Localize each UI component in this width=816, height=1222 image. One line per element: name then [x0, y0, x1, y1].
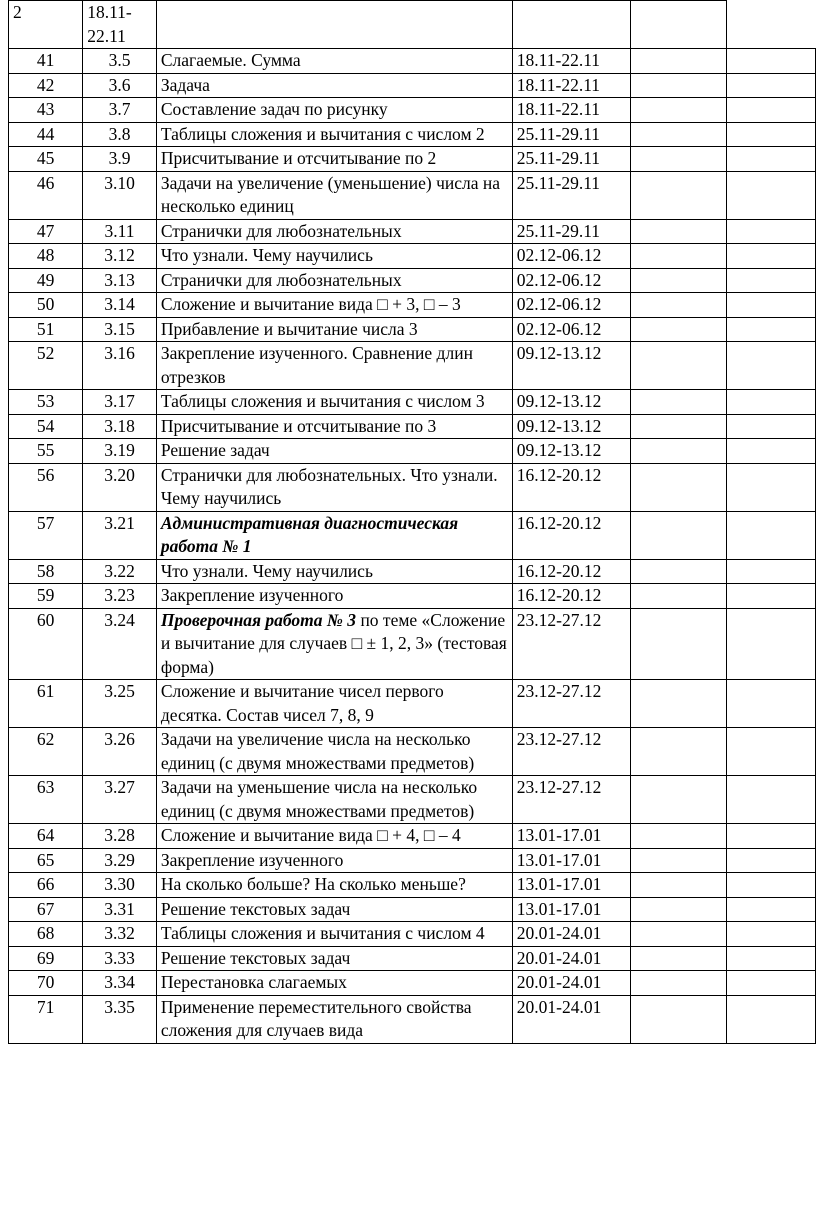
empty-cell [727, 559, 816, 584]
table-row [9, 463, 816, 511]
empty-cell [630, 147, 727, 172]
lesson-date: 02.12-06.12 [512, 293, 630, 318]
empty-cell [630, 559, 727, 584]
lesson-plan-table [8, 0, 816, 1044]
section-number: 3.17 [83, 390, 157, 415]
empty-cell [727, 946, 816, 971]
lesson-number: 62 [9, 728, 83, 776]
lesson-number: 2 [9, 1, 83, 49]
lesson-topic-text: Применение переместительного свойства сложения для случаев вида [160, 996, 472, 1040]
empty-cell [630, 317, 727, 342]
lesson-topic-text: Задачи на увеличение числа на несколько единиц (с двумя множествами предметов) [160, 729, 475, 773]
lesson-topic [156, 463, 512, 511]
table-row [9, 848, 816, 873]
table-row [9, 219, 816, 244]
section-number: 3.27 [83, 776, 157, 824]
lesson-number: 56 [9, 463, 83, 511]
empty-cell [630, 414, 727, 439]
empty-cell [630, 122, 727, 147]
empty-cell [630, 73, 727, 98]
lesson-topic-emphasis: Административная диагностическая работа № 1 [160, 512, 459, 556]
section-number: 3.7 [83, 98, 157, 123]
lesson-date: 13.01-17.01 [512, 897, 630, 922]
table-row [9, 244, 816, 269]
lesson-topic [156, 971, 512, 996]
lesson-date: 25.11-29.11 [512, 171, 630, 219]
lesson-topic-text: Закрепление изученного [160, 585, 344, 605]
lesson-number: 68 [9, 922, 83, 947]
table-row [9, 680, 816, 728]
empty-cell [727, 680, 816, 728]
section-number: 3.25 [83, 680, 157, 728]
lesson-topic [156, 559, 512, 584]
section-number: 3.15 [83, 317, 157, 342]
empty-cell [727, 147, 816, 172]
lesson-topic [156, 293, 512, 318]
lesson-topic [156, 680, 512, 728]
empty-cell [727, 171, 816, 219]
lesson-number: 60 [9, 608, 83, 680]
empty-cell [727, 995, 816, 1043]
lesson-topic [156, 98, 512, 123]
lesson-topic-text: Закрепление изученного. Сравнение длин отрезков [160, 343, 473, 387]
lesson-topic-text: Таблицы сложения и вычитания с числом 4 [160, 923, 485, 943]
lesson-topic [156, 122, 512, 147]
lesson-topic-text: Сложение и вычитание чисел первого десятка. Состав чисел 7, 8, 9 [160, 681, 444, 725]
lesson-date: 20.01-24.01 [512, 946, 630, 971]
empty-cell [630, 922, 727, 947]
table-row [9, 268, 816, 293]
table-row [9, 147, 816, 172]
lesson-topic [156, 824, 512, 849]
section-number: 3.20 [83, 463, 157, 511]
lesson-plan-body [9, 1, 816, 1044]
table-row [9, 317, 816, 342]
section-number: 3.16 [83, 342, 157, 390]
lesson-topic [156, 342, 512, 390]
section-number: 3.14 [83, 293, 157, 318]
empty-cell [727, 584, 816, 609]
table-row [9, 1, 816, 49]
table-row [9, 728, 816, 776]
lesson-topic-text: Прибавление и вычитание числа 3 [160, 318, 418, 339]
empty-cell [727, 463, 816, 511]
lesson-date: 02.12-06.12 [512, 317, 630, 342]
empty-cell [630, 848, 727, 873]
lesson-number: 51 [9, 317, 83, 342]
empty-cell [727, 873, 816, 898]
lesson-date: 09.12-13.12 [512, 414, 630, 439]
empty-cell [630, 390, 727, 415]
empty-cell [727, 122, 816, 147]
lesson-number: 44 [9, 122, 83, 147]
empty-cell [630, 680, 727, 728]
empty-cell [630, 897, 727, 922]
lesson-topic-text: Странички для любознательных [160, 220, 402, 241]
table-row [9, 122, 816, 147]
empty-cell [630, 584, 727, 609]
lesson-topic [156, 873, 512, 898]
table-row [9, 49, 816, 74]
empty-cell [727, 244, 816, 269]
lesson-date: 09.12-13.12 [512, 390, 630, 415]
lesson-topic-text: Задачи на уменьшение числа на несколько единиц (с двумя множествами предметов) [160, 777, 478, 821]
empty-cell [630, 511, 727, 559]
empty-cell [727, 922, 816, 947]
lesson-topic-text: Задачи на увеличение (уменьшение) числа на несколько единиц [160, 172, 501, 216]
lesson-date: 20.01-24.01 [512, 995, 630, 1043]
lesson-topic-text: Таблицы сложения и вычитания с числом 3 [160, 391, 485, 411]
empty-cell [630, 946, 727, 971]
section-number: 3.34 [83, 971, 157, 996]
lesson-topic [156, 414, 512, 439]
lesson-number: 64 [9, 824, 83, 849]
lesson-date: 16.12-20.12 [512, 559, 630, 584]
lesson-date [512, 1, 630, 49]
lesson-number: 59 [9, 584, 83, 609]
empty-cell [630, 1, 727, 49]
section-number: 3.8 [83, 122, 157, 147]
lesson-topic [156, 317, 512, 342]
lesson-number: 43 [9, 98, 83, 123]
lesson-date: 02.12-06.12 [512, 244, 630, 269]
lesson-topic [156, 776, 512, 824]
lesson-topic-text: Решение текстовых задач [160, 898, 351, 919]
section-number: 3.28 [83, 824, 157, 849]
empty-cell [727, 73, 816, 98]
lesson-topic [156, 995, 512, 1043]
table-row [9, 584, 816, 609]
lesson-topic [156, 897, 512, 922]
lesson-topic [156, 73, 512, 98]
lesson-date: 16.12-20.12 [512, 511, 630, 559]
lesson-date: 25.11-29.11 [512, 147, 630, 172]
empty-cell [630, 995, 727, 1043]
section-number: 3.21 [83, 511, 157, 559]
section-number: 3.5 [83, 49, 157, 74]
empty-cell [727, 897, 816, 922]
section-number: 3.32 [83, 922, 157, 947]
lesson-number: 52 [9, 342, 83, 390]
empty-cell [727, 1, 816, 49]
lesson-date: 25.11-29.11 [512, 122, 630, 147]
empty-cell [630, 824, 727, 849]
empty-cell [630, 49, 727, 74]
empty-cell [630, 439, 727, 464]
lesson-topic [156, 584, 512, 609]
lesson-topic [156, 439, 512, 464]
lesson-number: 70 [9, 971, 83, 996]
table-row [9, 73, 816, 98]
lesson-number: 54 [9, 414, 83, 439]
lesson-date: 23.12-27.12 [512, 680, 630, 728]
lesson-number: 61 [9, 680, 83, 728]
lesson-topic [156, 268, 512, 293]
table-row [9, 824, 816, 849]
lesson-number: 48 [9, 244, 83, 269]
table-row [9, 414, 816, 439]
empty-cell [630, 608, 727, 680]
lesson-topic [156, 244, 512, 269]
section-number: 18.11-22.11 [83, 1, 157, 49]
lesson-topic-text: Сложение и вычитание вида □ + 3, □ – 3 [160, 294, 461, 314]
lesson-topic-text: Решение задач [160, 440, 270, 460]
section-number: 3.10 [83, 171, 157, 219]
section-number: 3.29 [83, 848, 157, 873]
empty-cell [630, 776, 727, 824]
lesson-topic [156, 728, 512, 776]
empty-cell [727, 342, 816, 390]
table-row [9, 511, 816, 559]
table-row [9, 897, 816, 922]
lesson-number: 41 [9, 49, 83, 74]
table-row [9, 971, 816, 996]
lesson-topic-text: Сложение и вычитание вида □ + 4, □ – 4 [160, 825, 461, 845]
lesson-topic-text: Странички для любознательных [160, 269, 402, 290]
lesson-number: 69 [9, 946, 83, 971]
empty-cell [727, 824, 816, 849]
lesson-date: 18.11-22.11 [512, 49, 630, 74]
lesson-topic-text: На сколько больше? На сколько меньше? [160, 874, 466, 894]
lesson-date: 13.01-17.01 [512, 873, 630, 898]
table-row [9, 995, 816, 1043]
lesson-number: 45 [9, 147, 83, 172]
lesson-number: 46 [9, 171, 83, 219]
table-row [9, 922, 816, 947]
empty-cell [727, 848, 816, 873]
lesson-number: 63 [9, 776, 83, 824]
empty-cell [727, 268, 816, 293]
table-row [9, 559, 816, 584]
lesson-date: 09.12-13.12 [512, 342, 630, 390]
section-number: 3.24 [83, 608, 157, 680]
empty-cell [630, 98, 727, 123]
lesson-topic-text: Что узнали. Чему научились [160, 560, 373, 581]
lesson-date: 23.12-27.12 [512, 776, 630, 824]
empty-cell [727, 390, 816, 415]
table-row [9, 293, 816, 318]
lesson-topic-text: Присчитывание и отсчитывание по 2 [160, 148, 437, 168]
table-row [9, 946, 816, 971]
lesson-topic-text: Задача [160, 74, 210, 95]
lesson-date: 16.12-20.12 [512, 463, 630, 511]
empty-cell [630, 244, 727, 269]
lesson-date: 02.12-06.12 [512, 268, 630, 293]
empty-cell [630, 219, 727, 244]
lesson-number: 71 [9, 995, 83, 1043]
lesson-topic-text: Решение текстовых задач [160, 947, 351, 968]
empty-cell [630, 293, 727, 318]
lesson-date: 13.01-17.01 [512, 824, 630, 849]
section-number: 3.23 [83, 584, 157, 609]
section-number: 3.18 [83, 414, 157, 439]
lesson-date: 18.11-22.11 [512, 98, 630, 123]
lesson-number: 67 [9, 897, 83, 922]
section-number: 3.6 [83, 73, 157, 98]
empty-cell [727, 293, 816, 318]
lesson-date: 09.12-13.12 [512, 439, 630, 464]
lesson-topic-emphasis: Проверочная работа № 3 [160, 609, 357, 630]
empty-cell [727, 439, 816, 464]
lesson-topic [156, 219, 512, 244]
table-row [9, 873, 816, 898]
empty-cell [727, 98, 816, 123]
lesson-topic [156, 49, 512, 74]
lesson-topic [156, 147, 512, 172]
empty-cell [630, 342, 727, 390]
lesson-number: 57 [9, 511, 83, 559]
lesson-topic-text: Перестановка слагаемых [160, 972, 347, 992]
table-row [9, 390, 816, 415]
empty-cell [630, 728, 727, 776]
empty-cell [630, 171, 727, 219]
empty-cell [727, 608, 816, 680]
lesson-topic [156, 946, 512, 971]
section-number: 3.22 [83, 559, 157, 584]
lesson-topic-text: Присчитывание и отсчитывание по 3 [160, 415, 437, 436]
table-row [9, 439, 816, 464]
section-number: 3.11 [83, 219, 157, 244]
lesson-topic [156, 390, 512, 415]
lesson-topic [156, 608, 512, 680]
empty-cell [727, 219, 816, 244]
table-row [9, 342, 816, 390]
lesson-number: 49 [9, 268, 83, 293]
lesson-number: 50 [9, 293, 83, 318]
lesson-date: 23.12-27.12 [512, 608, 630, 680]
lesson-topic [156, 922, 512, 947]
table-row [9, 171, 816, 219]
table-row [9, 98, 816, 123]
lesson-topic-text: Слагаемые. Сумма [160, 50, 301, 70]
lesson-number: 65 [9, 848, 83, 873]
empty-cell [630, 268, 727, 293]
lesson-topic [156, 171, 512, 219]
section-number: 3.26 [83, 728, 157, 776]
lesson-topic-text: по теме «Сложение и вычитание для случаев □ ± 1, 2, 3» (тестовая форма) [160, 609, 507, 677]
table-row [9, 776, 816, 824]
lesson-date: 16.12-20.12 [512, 584, 630, 609]
lesson-date: 20.01-24.01 [512, 971, 630, 996]
lesson-topic-text: Странички для любознательных. Что узнали. Чему научились [160, 464, 498, 508]
section-number: 3.9 [83, 147, 157, 172]
lesson-number: 42 [9, 73, 83, 98]
lesson-date: 20.01-24.01 [512, 922, 630, 947]
empty-cell [630, 463, 727, 511]
lesson-number: 47 [9, 219, 83, 244]
empty-cell [727, 317, 816, 342]
lesson-date: 13.01-17.01 [512, 848, 630, 873]
lesson-date: 18.11-22.11 [512, 73, 630, 98]
section-number: 3.13 [83, 268, 157, 293]
lesson-number: 58 [9, 559, 83, 584]
lesson-topic-text: Закрепление изученного [160, 849, 344, 870]
section-number: 3.33 [83, 946, 157, 971]
table-row [9, 608, 816, 680]
empty-cell [727, 776, 816, 824]
empty-cell [630, 873, 727, 898]
empty-cell [727, 971, 816, 996]
lesson-topic-text: Составление задач по рисунку [160, 99, 388, 119]
lesson-number: 55 [9, 439, 83, 464]
empty-cell [727, 728, 816, 776]
lesson-topic-text: Что узнали. Чему научились [160, 245, 373, 265]
lesson-topic [156, 511, 512, 559]
section-number: 3.35 [83, 995, 157, 1043]
lesson-number: 53 [9, 390, 83, 415]
section-number: 3.12 [83, 244, 157, 269]
lesson-topic [156, 848, 512, 873]
lesson-number: 66 [9, 873, 83, 898]
empty-cell [727, 414, 816, 439]
section-number: 3.31 [83, 897, 157, 922]
empty-cell [630, 971, 727, 996]
lesson-topic-text: Таблицы сложения и вычитания с числом 2 [160, 123, 485, 144]
section-number: 3.19 [83, 439, 157, 464]
section-number: 3.30 [83, 873, 157, 898]
lesson-date: 25.11-29.11 [512, 219, 630, 244]
empty-cell [727, 49, 816, 74]
lesson-date: 23.12-27.12 [512, 728, 630, 776]
empty-cell [727, 511, 816, 559]
lesson-topic [156, 1, 512, 49]
